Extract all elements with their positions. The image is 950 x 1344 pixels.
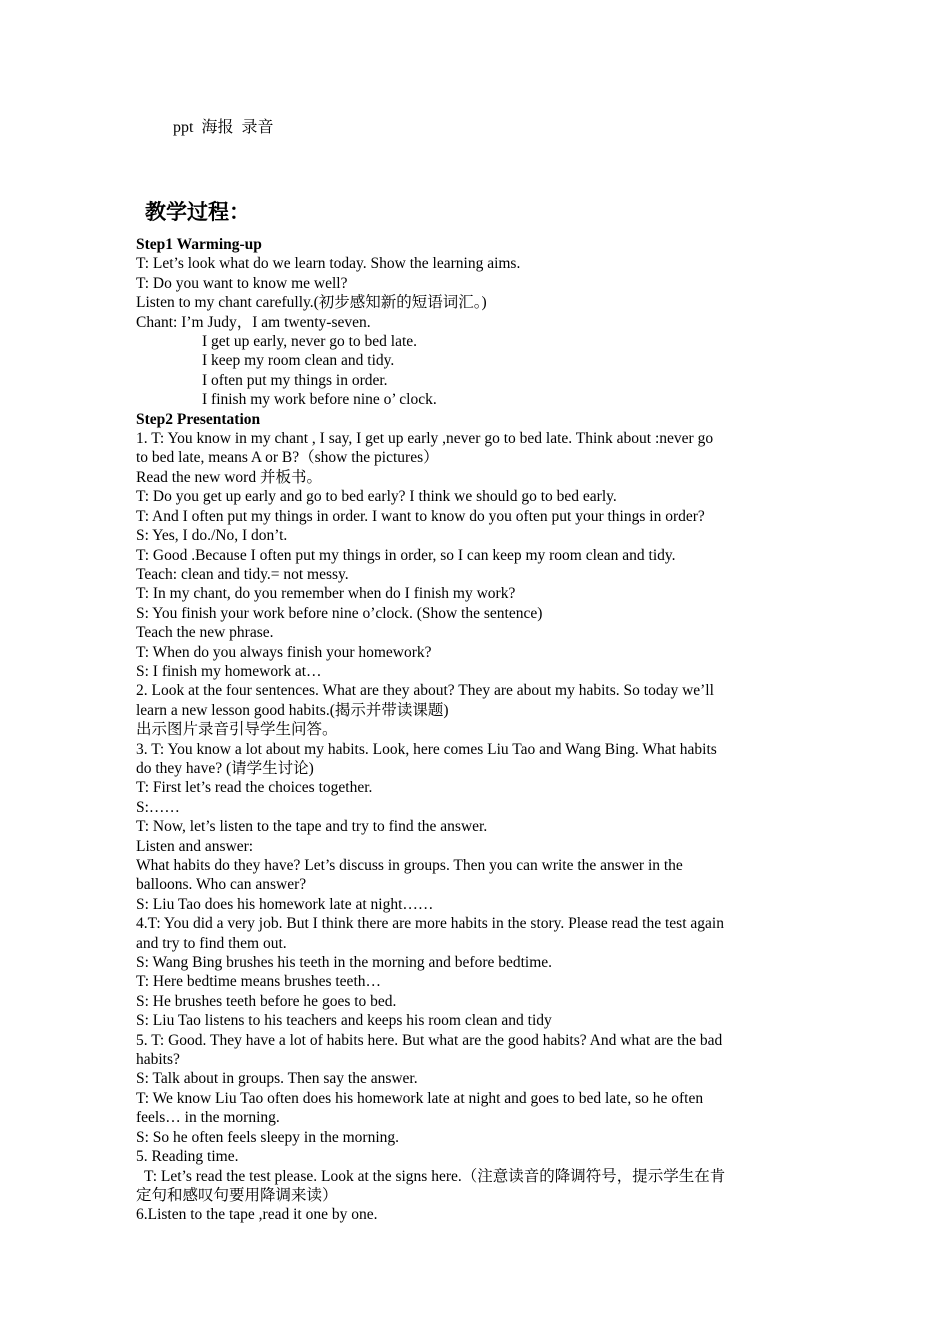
text-line: Listen and answer: [136,837,254,855]
text-line: T: Do you want to know me well? [136,274,348,292]
text-line: 定句和感叹句要用降调来读） [136,1186,338,1204]
chant-line: Chant: I’m Judy，I am twenty-seven. [136,313,371,331]
text-line: S: I finish my homework at… [136,662,322,680]
chant-line: I finish my work before nine o’ clock. [202,391,437,409]
text-line: 5. Reading time. [136,1148,239,1166]
text-line: S: You finish your work before nine o’clock. (Show the sentence) [136,604,543,622]
text-line: and try to find them out. [136,934,287,952]
text-line: T: In my chant, do you remember when do I finish my work? [136,585,516,603]
text-line: S: He brushes teeth before he goes to bed. [136,992,397,1010]
text-line: 2. Look at the four sentences. What are they about? They are about my habits. So today we’ll [136,682,714,700]
text-line: T: Let’s read the test please. Look at the signs here.（注意读音的降调符号，提示学生在肯 [144,1167,726,1185]
text-line: 5. T: Good. They have a lot of habits here. But what are the good habits? And what are the bad [136,1031,723,1049]
text-line: T: Now, let’s listen to the tape and try to find the answer. [136,818,488,836]
text-line: T: Do you get up early and go to bed early? I think we should go to bed early. [136,488,617,506]
step-heading: Step2 Presentation [136,410,261,428]
chant-line: I keep my room clean and tidy. [202,352,395,370]
text-line: to bed late, means A or B?（show the pictures） [136,449,439,467]
text-line: Teach: clean and tidy.= not messy. [136,565,349,583]
teaching-materials: ppt 海报 录音 [173,119,274,136]
text-line: T: And I often put my things in order. I want to know do you often put your things in order? [136,507,705,525]
text-line: S: Liu Tao listens to his teachers and keeps his room clean and tidy [136,1012,552,1030]
text-line: 出示图片录音引导学生问答。 [136,721,338,739]
text-line: do they have? (请学生讨论) [136,759,314,777]
text-line: S: Liu Tao does his homework late at night…… [136,895,434,913]
text-line: 3. T: You know a lot about my habits. Look, here comes Liu Tao and Wang Bing. What habits [136,740,717,758]
text-line: S: Wang Bing brushes his teeth in the morning and before bedtime. [136,954,553,972]
text-line: T: First let’s read the choices together. [136,779,373,797]
section-heading: 教学过程： [145,200,250,224]
text-line: balloons. Who can answer? [136,876,307,894]
text-line: 4.T: You did a very job. But I think there are more habits in the story. Please read the test again [136,915,724,933]
text-line: S:…… [136,798,180,816]
text-line: T: When do you always finish your homework? [136,643,432,661]
text-line: habits? [136,1051,180,1069]
text-line: Read the new word 并板书。 [136,468,322,486]
text-line: What habits do they have? Let’s discuss in groups. Then you can write the answer in the [136,857,683,874]
chant-line: I get up early, never go to bed late. [202,333,418,351]
lesson-content [136,235,776,1225]
text-line: S: Talk about in groups. Then say the answer. [136,1070,418,1088]
step-heading: Step1 Warming-up [136,236,262,253]
text-line: 6.Listen to the tape ,read it one by one. [136,1206,378,1224]
text-line: feels… in the morning. [136,1109,280,1127]
text-line: Listen to my chant carefully.(初步感知新的短语词汇。) [136,294,487,312]
text-line: T: Let’s look what do we learn today. Show the learning aims. [136,255,521,273]
text-line: Teach the new phrase. [136,624,274,642]
chant-line: I often put my things in order. [202,371,388,389]
text-line: 1. T: You know in my chant , I say, I get up early ,never go to bed late. Think about :never go [136,430,714,448]
text-line: T: Good .Because I often put my things in order, so I can keep my room clean and tidy. [136,546,676,564]
text-line: S: Yes, I do./No, I don’t. [136,527,288,545]
text-line: T: We know Liu Tao often does his homework late at night and goes to bed late, so he often [136,1089,704,1107]
text-line: T: Here bedtime means brushes teeth… [136,973,381,991]
text-line: S: So he often feels sleepy in the morning. [136,1128,400,1146]
text-line: learn a new lesson good habits.(揭示并带读课题) [136,701,449,719]
